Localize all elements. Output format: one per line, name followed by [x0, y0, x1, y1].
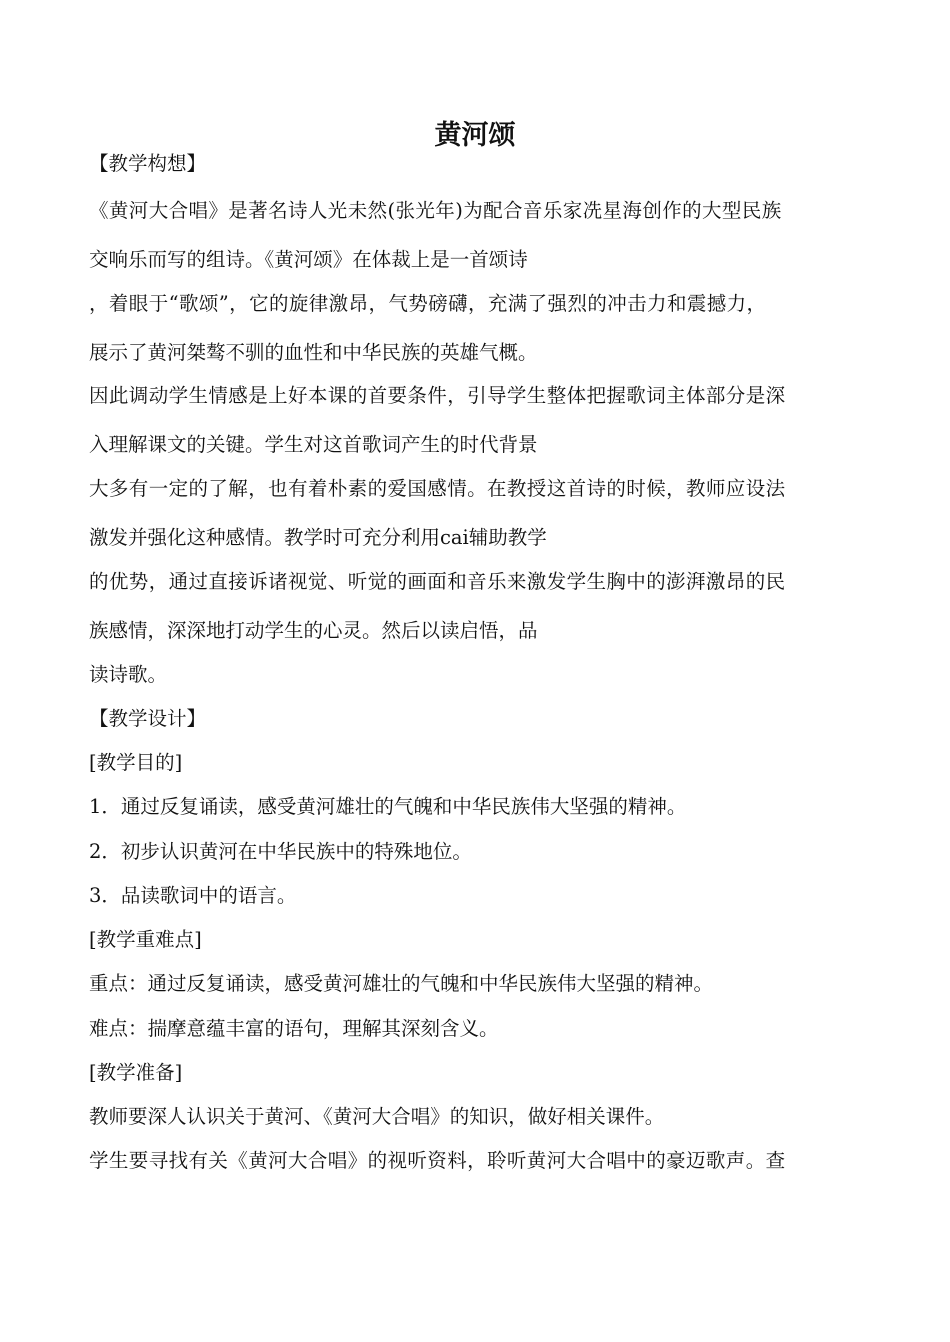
list-item: 2．初步认识黄河在中华民族中的特殊地位。 — [89, 840, 472, 863]
paragraph-line: 因此调动学生情感是上好本课的首要条件，引导学生整体把握歌词主体部分是深 — [89, 384, 786, 407]
section-heading-design: 【教学设计】 — [89, 707, 207, 730]
paragraph-line: 读诗歌。 — [89, 663, 168, 686]
paragraph-line: 族感情，深深地打动学生的心灵。然后以读启悟，品 — [89, 619, 538, 642]
paragraph-line: 《黄河大合唱》是著名诗人光未然(张光年)为配合音乐家冼星海创作的大型民族 — [89, 199, 782, 222]
subsection-heading-preparation: [教学准备] — [89, 1061, 183, 1084]
document-title: 黄河颂 — [434, 120, 516, 151]
key-point-line: 重点：通过反复诵读，感受黄河雄壮的气魄和中华民族伟大坚强的精神。 — [89, 972, 714, 995]
list-item: 3．品读歌词中的语言。 — [89, 884, 297, 907]
paragraph-line: 入理解课文的关键。学生对这首歌词产生的时代背景 — [89, 433, 538, 456]
paragraph-line: 教师要深人认识关于黄河、《黄河大合唱》的知识，做好相关课件。 — [89, 1105, 665, 1128]
paragraph-line: ，着眼于“歌颂”，它的旋律激昂，气势磅礴，充满了强烈的冲击力和震撼力， — [89, 292, 767, 315]
section-heading-concept: 【教学构想】 — [89, 152, 207, 175]
paragraph-line: 学生要寻找有关《黄河大合唱》的视听资料，聆听黄河大合唱中的豪迈歌声。查 — [89, 1149, 786, 1172]
paragraph-line: 激发并强化这种感情。教学时可充分利用cai辅助教学 — [89, 526, 547, 549]
paragraph-line: 交响乐而写的组诗。《黄河颂》在体裁上是一首颂诗 — [89, 248, 528, 271]
list-item: 1．通过反复诵读，感受黄河雄壮的气魄和中华民族伟大坚强的精神。 — [89, 795, 687, 818]
paragraph-line: 展示了黄河桀骜不驯的血性和中华民族的英雄气概。 — [89, 341, 538, 364]
difficult-point-line: 难点：揣摩意蕴丰富的语句，理解其深刻含义。 — [89, 1017, 499, 1040]
subsection-heading-key-points: [教学重难点] — [89, 928, 202, 951]
subsection-heading-objectives: [教学目的] — [89, 751, 183, 774]
paragraph-line: 的优势，通过直接诉诸视觉、听觉的画面和音乐来激发学生胸中的澎湃激昂的民 — [89, 570, 786, 593]
paragraph-line: 大多有一定的了解，也有着朴素的爱国感情。在教授这首诗的时候，教师应设法 — [89, 477, 786, 500]
